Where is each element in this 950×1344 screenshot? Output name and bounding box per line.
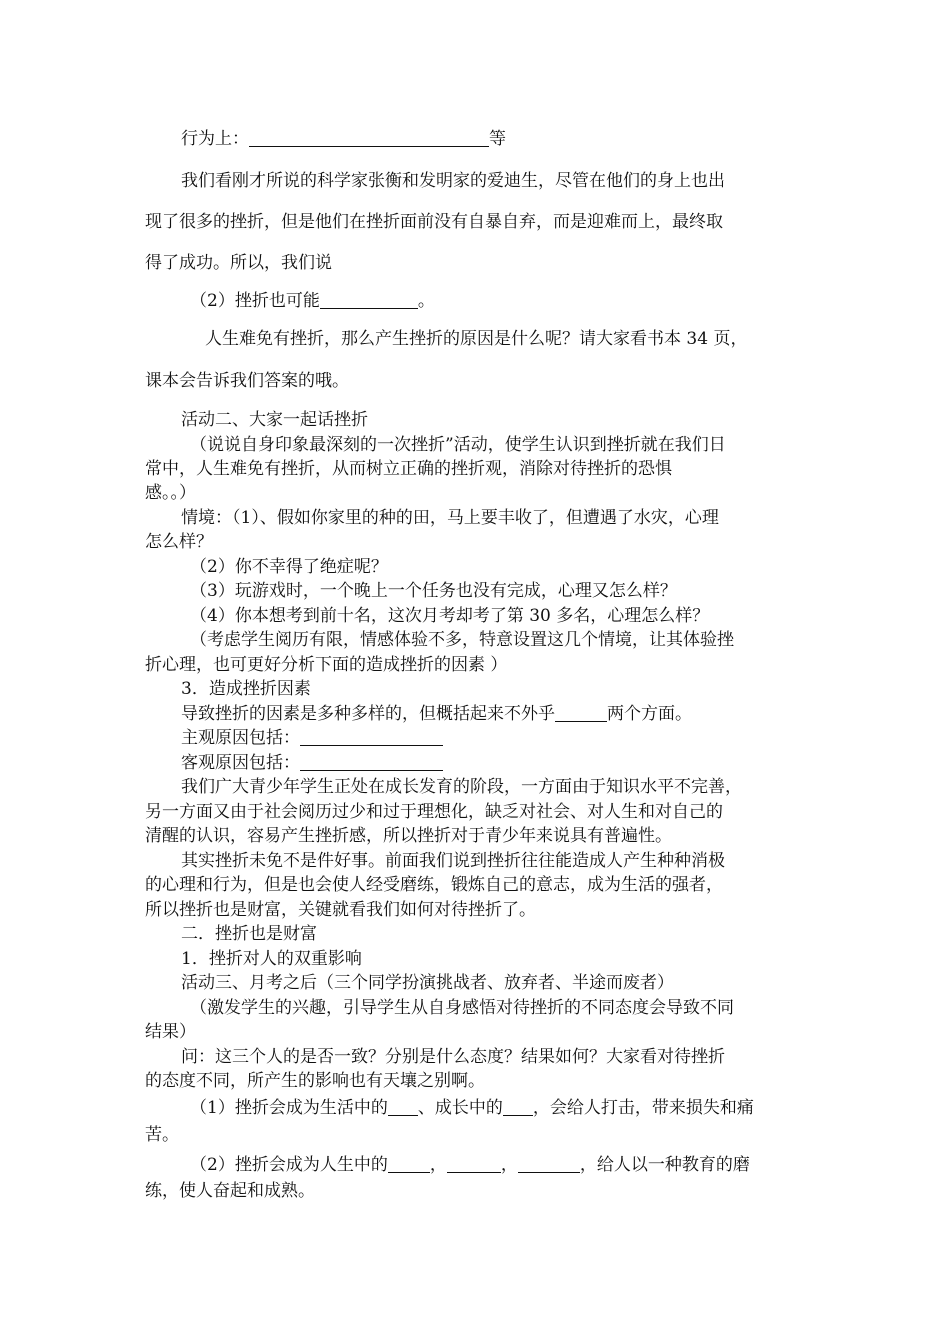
paragraph-line: （考虑学生阅历有限，情感体验不多，特意设置这几个情境，让其体验挫 bbox=[190, 630, 734, 650]
fill-blank[interactable] bbox=[447, 1155, 501, 1173]
fill-blank[interactable] bbox=[388, 1098, 418, 1116]
text: （2）挫折会成为人生中的 bbox=[190, 1155, 388, 1175]
paragraph-line: 人生难免有挫折，那么产生挫折的原因是什么呢？请大家看书本 34 页， bbox=[205, 329, 748, 349]
paragraph-line: 感。。） bbox=[145, 483, 196, 503]
blank-question-1 bbox=[145, 1093, 754, 1118]
text: 行为上： bbox=[181, 129, 249, 149]
section-heading: 1．挫折对人的双重影响 bbox=[181, 949, 362, 969]
paragraph-line: （激发学生的兴趣，引导学生从自身感悟对待挫折的不同态度会导致不同 bbox=[190, 998, 734, 1018]
activity-heading: 活动三、月考之后（三个同学扮演挑战者、放弃者、半途而废者） bbox=[181, 973, 674, 993]
text: 。 bbox=[417, 291, 435, 311]
activity-heading: 活动二、大家一起话挫折 bbox=[181, 410, 368, 430]
section-heading: 3．造成挫折因素 bbox=[181, 679, 311, 699]
paragraph-line: 练，使人奋起和成熟。 bbox=[145, 1181, 315, 1201]
fill-blank[interactable] bbox=[300, 728, 443, 746]
fill-blank[interactable] bbox=[503, 1098, 533, 1116]
text: （1）挫折会成为生活中的 bbox=[190, 1098, 388, 1118]
text: ， bbox=[429, 1155, 447, 1175]
paragraph-line: 的心理和行为，但是也会使人经受磨练，锻炼自己的意志，成为生活的强者， bbox=[145, 875, 723, 895]
section-heading: 二．挫折也是财富 bbox=[181, 924, 317, 944]
text: ，会给人打击，带来损失和痛 bbox=[532, 1098, 754, 1118]
paragraph-line: 现了很多的挫折，但是他们在挫折面前没有自暴自弃，而是迎难而上，最终取 bbox=[145, 212, 723, 232]
paragraph-line: 苦。 bbox=[145, 1125, 179, 1145]
text: 主观原因包括： bbox=[181, 728, 300, 748]
fill-blank[interactable] bbox=[300, 753, 443, 771]
text: 导致挫折的因素是多种多样的，但概括起来不外乎 bbox=[181, 704, 555, 724]
text: ， bbox=[500, 1155, 518, 1175]
fill-blank[interactable] bbox=[320, 291, 418, 309]
text: 两个方面。 bbox=[607, 704, 692, 724]
fill-blank[interactable] bbox=[518, 1155, 580, 1173]
scenario-line: （3）玩游戏时，一个晚上一个任务也没有完成，心理又怎么样？ bbox=[190, 581, 677, 601]
text: ，给人以一种教育的磨 bbox=[579, 1155, 750, 1175]
factor-line bbox=[145, 699, 692, 724]
text: 客观原因包括： bbox=[181, 753, 300, 773]
paragraph-line: 所以挫折也是财富，关键就看我们如何对待挫折了。 bbox=[145, 900, 536, 920]
scenario-line: 怎么样？ bbox=[145, 532, 213, 552]
paragraph-line: 得了成功。所以，我们说 bbox=[145, 253, 332, 273]
behavior-line bbox=[145, 124, 506, 149]
fill-blank[interactable] bbox=[555, 704, 607, 722]
text: 等 bbox=[489, 129, 506, 149]
paragraph-line: 的态度不同，所产生的影响也有天壤之别啊。 bbox=[145, 1071, 485, 1091]
paragraph-line: 结果） bbox=[145, 1022, 196, 1042]
paragraph-line: 常中，人生难免有挫折，从而树立正确的挫折观，消除对待挫折的恐惧 bbox=[145, 459, 672, 479]
scenario-line: 情境：（1）、假如你家里的种的田，马上要丰收了，但遭遇了水灾，心理 bbox=[181, 508, 719, 528]
blank-question-2 bbox=[145, 1150, 750, 1175]
paragraph-line: 课本会告诉我们答案的哦。 bbox=[145, 371, 349, 391]
paragraph-line: 我们看刚才所说的科学家张衡和发明家的爱迪生，尽管在他们的身上也出 bbox=[181, 171, 725, 191]
fill-blank[interactable] bbox=[249, 129, 489, 147]
paragraph-line: 问：这三个人的是否一致？分别是什么态度？结果如何？大家看对待挫折 bbox=[181, 1047, 725, 1067]
text: （2）挫折也可能 bbox=[190, 291, 320, 311]
paragraph-line: 另一方面又由于社会阅历过少和过于理想化，缺乏对社会、对人生和对自己的 bbox=[145, 802, 723, 822]
paragraph-line: 清醒的认识，容易产生挫折感，所以挫折对于青少年来说具有普遍性。 bbox=[145, 826, 672, 846]
paragraph-line: （说说自身印象最深刻的一次挫折”活动，使学生认识到挫折就在我们日 bbox=[190, 435, 726, 455]
text: 、成长中的 bbox=[417, 1098, 503, 1118]
subjective-line bbox=[145, 723, 443, 748]
objective-line bbox=[145, 748, 443, 773]
question-line bbox=[145, 286, 435, 311]
fill-blank[interactable] bbox=[388, 1155, 430, 1173]
paragraph-line: 我们广大青少年学生正处在成长发育的阶段，一方面由于知识水平不完善， bbox=[181, 777, 742, 797]
scenario-line: （2）你不幸得了绝症呢？ bbox=[190, 557, 388, 577]
scenario-line: （4）你本想考到前十名，这次月考却考了第 30 多名，心理怎么样？ bbox=[190, 606, 710, 626]
paragraph-line: 其实挫折未免不是件好事。前面我们说到挫折往往能造成人产生种种消极 bbox=[181, 851, 725, 871]
paragraph-line: 折心理，也可更好分析下面的造成挫折的因素 ） bbox=[145, 655, 508, 675]
